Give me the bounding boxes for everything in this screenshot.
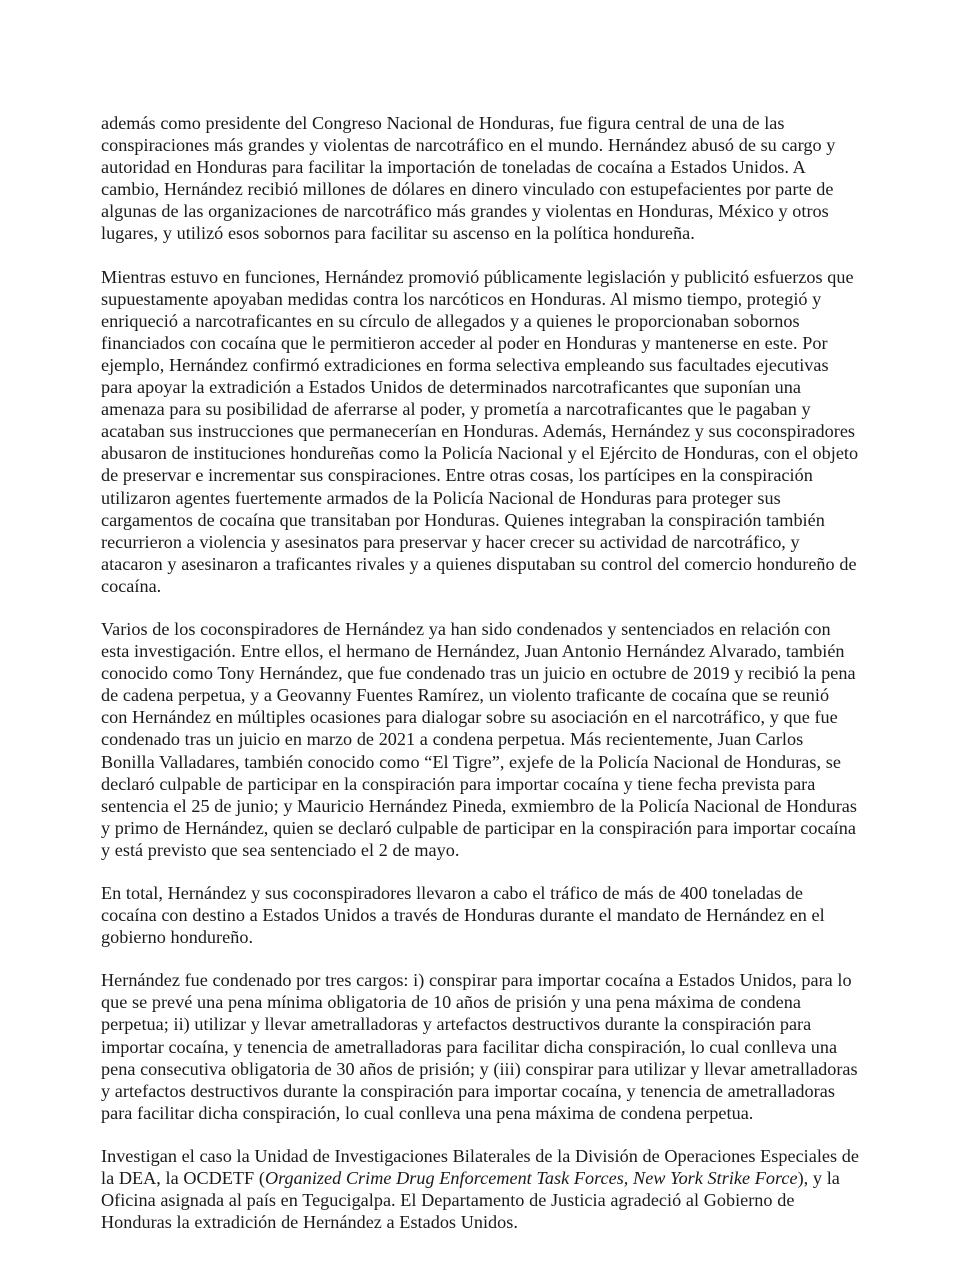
paragraph-6 xyxy=(101,1145,859,1233)
paragraph-5: Hernández fue condenado por tres cargos: i) conspirar para importar cocaína a Estados Unidos, para lo que se prevé una pena mínima obligatoria de 10 años de prisión y una pena máxima de condena perpetua; ii) utilizar y llevar ametralladoras y artefactos destructivos durante la conspiración para importar cocaína, y tenencia de ametralladoras para facilitar dicha conspiración, lo cual conlleva una pena consecutiva obligatoria de 30 años de prisión; y (iii) conspirar para utilizar y llevar ametralladoras y artefactos destructivos durante la conspiración para importar cocaína, y tenencia de ametralladoras para facilitar dicha conspiración, lo cual conlleva una pena máxima de condena perpetua. xyxy=(101,970,858,1123)
ocdetf-task-force-name: Organized Crime Drug Enforcement Task Forces, New York Strike Force xyxy=(264,1168,798,1189)
paragraph-6-lead: Investigan el caso la Unidad de Investigaciones Bilaterales de la División de Operaciones Especiales de la DEA, la OCDETF ( xyxy=(101,1145,859,1189)
paragraph-4: En total, Hernández y sus coconspiradores llevaron a cabo el tráfico de más de 400 toneladas de cocaína con destino a Estados Unidos a través de Honduras durante el mandato de Hernández en el gobierno hondureño. xyxy=(101,883,825,948)
paragraph-3: Varios de los coconspiradores de Hernández ya han sido condenados y sentenciados en relación con esta investigación. Entre ellos, el hermano de Hernández, Juan Antonio Hernández Alvarado, también conocido como Tony Hernández, que fue condenado tras un juicio en octubre de 2019 y recibió la pena de cadena perpetua, y a Geovanny Fuentes Ramírez, un violento traficante de cocaína que se reunió con Hernández en múltiples ocasiones para dialogar sobre su asociación en el narcotráfico, y que fue condenado tras un juicio en marzo de 2021 a condena perpetua. Más recientemente, Juan Carlos Bonilla Valladares, también conocido como “El Tigre”, exjefe de la Policía Nacional de Honduras, se declaró culpable de participar en la conspiración para importar cocaína y tiene fecha prevista para sentencia el 25 de junio; y Mauricio Hernández Pineda, exmiembro de la Policía Nacional de Honduras y primo de Hernández, quien se declaró culpable de participar en la conspiración para importar cocaína y está previsto que sea sentenciado el 2 de mayo. xyxy=(101,618,857,860)
paragraph-6-tail: ), y la Oficina asignada al país en Tegucigalpa. El Departamento de Justicia agradeció al Gobierno de Honduras la extradición de Hernández a Estados Unidos. xyxy=(101,1168,840,1233)
paragraph-1: además como presidente del Congreso Nacional de Honduras, fue figura central de una de las conspiraciones más grandes y violentas de narcotráfico en el mundo. Hernández abusó de su cargo y autoridad en Honduras para facilitar la importación de toneladas de cocaína a Estados Unidos. A cambio, Hernández recibió millones de dólares en dinero vinculado con estupefacientes por parte de algunas de las organizaciones de narcotráfico más grandes y violentas en Honduras, México y otros lugares, y utilizó esos sobornos para facilitar su ascenso en la política hondureña. xyxy=(101,113,836,244)
document-body xyxy=(101,112,859,1233)
paragraph-2: Mientras estuvo en funciones, Hernández promovió públicamente legislación y publicitó esfuerzos que supuestamente apoyaban medidas contra los narcóticos en Honduras. Al mismo tiempo, protegió y enriqueció a narcotraficantes en su círculo de allegados y a quienes le proporcionaban sobornos financiados con cocaína que le permitieron acceder al poder en Honduras y mantenerse en este. Por ejemplo, Hernández confirmó extradiciones en forma selectiva empleando sus facultades ejecutivas para apoyar la extradición a Estados Unidos de determinados narcotraficantes que suponían una amenaza para su posibilidad de aferrarse al poder, y prometía a narcotraficantes que le pagaban y acataban sus instrucciones que permanecerían en Honduras. Además, Hernández y sus coconspiradores abusaron de instituciones hondureñas como la Policía Nacional y el Ejército de Honduras, con el objeto de preservar e incrementar sus conspiraciones. Entre otras cosas, los partícipes en la conspiración utilizaron agentes fuertemente armados de la Policía Nacional de Honduras para proteger sus cargamentos de cocaína que transitaban por Honduras. Quienes integraban la conspiración también recurrieron a violencia y asesinatos para preservar y hacer crecer su actividad de narcotráfico, y atacaron y asesinaron a traficantes rivales y a quienes disputaban su control del comercio hondureño de cocaína. xyxy=(101,266,859,596)
